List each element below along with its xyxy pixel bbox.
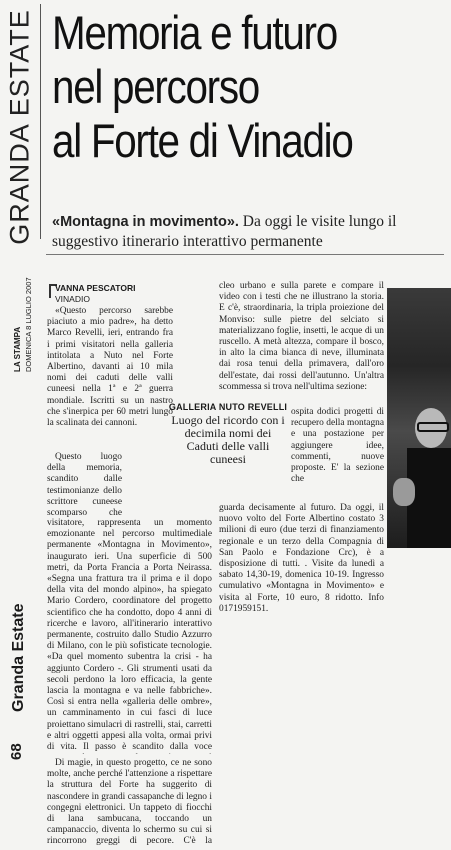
page-number: 68	[8, 743, 25, 760]
byline	[55, 283, 135, 305]
pull-quote-heading: GALLERIA NUTO REVELLI	[168, 402, 288, 412]
subheadline-bold: «Montagna in movimento».	[52, 214, 239, 230]
section-label-vertical	[0, 2, 40, 252]
author-name: VANNA PESCATORI	[55, 283, 136, 293]
article-paragraph: cleo urbano e sulla parete e compare il video con i testi che ne illustrano la storia. E c'è, straordinaria, la tripla proiezione del Monviso: sulle pietre del selciato si materializzano foglie, insetti, le acque di un ruscello. A metà altezza, compare il bosco, in alto la cima bianca di neve, illuminata dai rosa tenui della primavera, dall'oro dell'estate, dai rossi dell'autunno. Un'altra scommessa si trova nell'ultima sezione:	[219, 281, 384, 392]
side-rule	[40, 4, 41, 239]
pull-quote-text: Luogo del ricordo con i decimila nomi dei Caduti delle valli cuneesi	[171, 413, 285, 466]
article-paragraph: «Questo percorso sarebbe piaciuto a mio padre», ha detto Marco Revelli, ieri, entrando fra i primi visitatori nella galleria intitolata a Nuto nel Forte Albertino, davanti ai 10 mila nomi dei caduti delle valli cuneesi nella 1ª e 2ª guerra mondiale. Iscritti su un nastro che s'inerpica per 60 metri lungo la scalinata dei cannoni.	[47, 306, 173, 429]
article-column-1-wrap	[47, 452, 122, 518]
article-paragraph: Di magie, in questo progetto, ce ne sono molte, anche perché l'attenzione a rispettare la struttura del Forte ha suggerito di nascondere in grandi cassapanche di legno i congegni elettronici. Un tappeto di fiocchi di lana sambucana, toccando un campanaccio, diventa lo schermo su cui si rincorrono greggi di pecore. C'è la	[47, 758, 212, 847]
masthead-section: Granda Estate	[10, 603, 27, 712]
article-column-3	[219, 281, 384, 405]
section-label-text: GRANDA ESTATE	[4, 9, 35, 245]
article-paragraph: Questo luogo della memoria, scandito dalle testimonianze dello scrittore cuneese scomparso che	[47, 452, 122, 518]
issue-date: DOMENICA 8 LUGLIO 2007	[24, 277, 33, 372]
article-column-3-cont	[219, 503, 384, 623]
article-column-2	[47, 758, 212, 848]
article-paragraph: visitatore, rappresenta un momento emozionante nel percorso multimediale permanente «Montagna in Movimento», inaugurato ieri. Una superficie di 500 metri, da Porta Francia a Porta Neirassa. «Segna una frattura tra il prima e il dopo della vita del mondo alpino», ha spiegato Mario Cordero, coordinatore del progetto scientifico che ha condotto, dopo 4 anni di ricerche e lavoro, all'itinerario interattivo permanente, costruito dallo Studio Azzurro di Milano, con le più sofisticate tecnologie. «Da quel momento subentra la crisi - ha aggiunto Cordero -. Gli strumenti usati da secoli perdono la loro efficacia, la gente lascia la montagna e va nelle fabbriche». Così si entra nella «galleria delle ombre», un camminamento in cui fasci di luce proiettano simulacri di rastrelli, stai, carretti e altri oggetti appesi alla volta, ormai privi di vita. Il passo è scandito dalla voce	[47, 518, 212, 753]
article-paragraph: guarda decisamente al futuro. Da oggi, il nuovo volto del Forte Albertino costato 3 milioni di euro (due terzi di finanziamento regionale e un terzo della Compagnia di San Paolo e Fondazione Crc), è a disposizione di tutti. . Visite da lunedì a sabato 14,30-19, domenica 10-19. Ingresso cumulativo «Montagna in Movimento» e visita al Forte, 10 euro, 8 ridotto. Info 0171959151.	[219, 503, 384, 614]
dateline: VINADIO	[55, 294, 90, 304]
masthead-strip	[0, 262, 40, 850]
article-column-3-wrap	[291, 407, 384, 497]
subheadline	[52, 212, 442, 251]
headline	[52, 6, 389, 168]
newspaper-name: LA STAMPA	[13, 326, 22, 372]
headline-line-1: Memoria e futuro	[52, 6, 337, 59]
divider	[46, 254, 444, 255]
subheadline-text: Da oggi le visite lungo il suggestivo itinerario interattivo permanente	[52, 213, 397, 250]
headline-line-2: nel percorso	[52, 60, 259, 113]
pull-quote	[168, 402, 288, 466]
article-column-1	[47, 306, 173, 452]
article-paragraph: ospita dodici progetti di recupero della montagna e una postazione per aggiungere idee, commenti, nuove proposte. E' la sezione che	[291, 407, 384, 485]
article-column-1-cont	[47, 518, 212, 754]
photo-visitor	[387, 288, 451, 548]
headline-line-3: al Forte di Vinadio	[52, 114, 353, 167]
